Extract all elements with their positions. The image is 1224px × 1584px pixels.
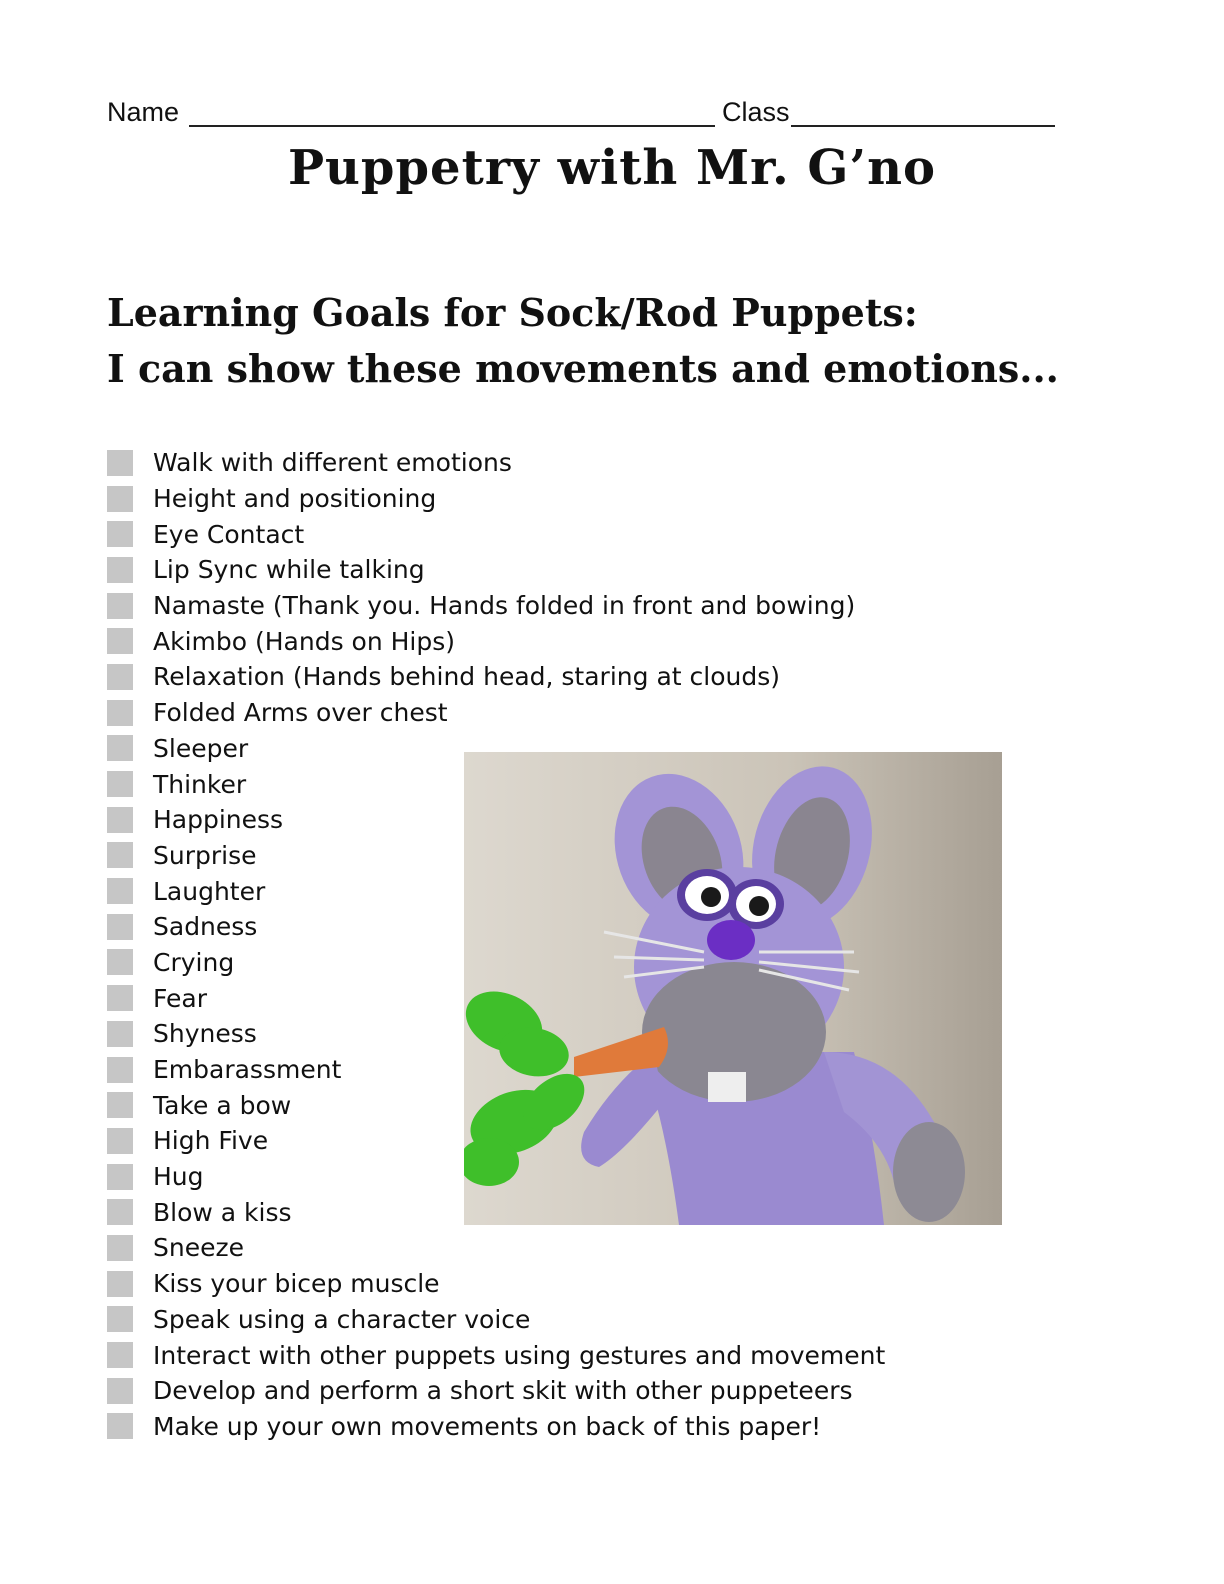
checkbox[interactable] (107, 735, 133, 761)
learning-goals-heading (107, 285, 1059, 397)
checkbox[interactable] (107, 914, 133, 940)
checklist-item-label: Lip Sync while talking (153, 555, 425, 585)
checklist-item-label: Develop and perform a short skit with other puppeteers (153, 1376, 853, 1406)
checkbox[interactable] (107, 450, 133, 476)
checklist-item-label: Take a bow (153, 1090, 292, 1120)
checklist-item-label: Fear (153, 983, 207, 1013)
name-class-row (107, 95, 1057, 131)
checklist-item (107, 588, 885, 624)
goals-heading-line2: I can show these movements and emotions... (107, 346, 1059, 391)
checklist-item-label: Happiness (153, 805, 284, 835)
checkbox[interactable] (107, 1413, 133, 1439)
checklist-item-label: Laughter (153, 876, 266, 906)
checklist-item-label: Walk with different emotions (153, 448, 512, 478)
checkbox[interactable] (107, 842, 133, 868)
checkbox[interactable] (107, 1092, 133, 1118)
checkbox[interactable] (107, 1164, 133, 1190)
name-label: Name (107, 97, 180, 127)
checklist-item (107, 445, 885, 481)
goals-heading-line1: Learning Goals for Sock/Rod Puppets: (107, 290, 918, 335)
checkbox[interactable] (107, 1306, 133, 1332)
checklist-item-label: Crying (153, 947, 235, 977)
checklist-item-label: Blow a kiss (153, 1197, 292, 1227)
puppet-photo (464, 752, 1002, 1225)
checkbox[interactable] (107, 878, 133, 904)
checkbox[interactable] (107, 1378, 133, 1404)
checklist-item (107, 1230, 885, 1266)
checklist-item-label: Make up your own movements on back of this paper! (153, 1411, 822, 1441)
checklist-item (107, 552, 885, 588)
checklist-item (107, 1373, 885, 1409)
checkbox[interactable] (107, 486, 133, 512)
checklist-item (107, 1302, 885, 1338)
checkbox[interactable] (107, 1271, 133, 1297)
checklist-item (107, 1337, 885, 1373)
checklist-item-label: Hug (153, 1162, 204, 1192)
checklist-item-label: Kiss your bicep muscle (153, 1269, 440, 1299)
checkbox[interactable] (107, 807, 133, 833)
checklist-item (107, 1266, 885, 1302)
checklist-item (107, 516, 885, 552)
checkbox[interactable] (107, 949, 133, 975)
checklist-item-label: Interact with other puppets using gestures and movement (153, 1340, 886, 1370)
page-title: Puppetry with Mr. G’no (287, 140, 937, 196)
checkbox[interactable] (107, 593, 133, 619)
checklist-item (107, 481, 885, 517)
checkbox[interactable] (107, 700, 133, 726)
checklist-item (107, 623, 885, 659)
class-label: Class (722, 97, 790, 127)
checkbox[interactable] (107, 557, 133, 583)
checkbox[interactable] (107, 628, 133, 654)
checklist-item-label: Folded Arms over chest (153, 698, 448, 728)
checkbox[interactable] (107, 771, 133, 797)
checkbox[interactable] (107, 1235, 133, 1261)
checkbox[interactable] (107, 1128, 133, 1154)
checklist-item-label: Sneeze (153, 1233, 244, 1263)
checkbox[interactable] (107, 985, 133, 1011)
checklist-item (107, 695, 885, 731)
checklist-item (107, 1409, 885, 1445)
checklist-item-label: High Five (153, 1126, 269, 1156)
checklist-item-label: Thinker (153, 769, 247, 799)
checklist-item-label: Sadness (153, 912, 258, 942)
checkbox[interactable] (107, 1342, 133, 1368)
checklist-item-label: Surprise (153, 840, 257, 870)
checkbox[interactable] (107, 521, 133, 547)
checkbox[interactable] (107, 1199, 133, 1225)
checklist-item-label: Shyness (153, 1019, 257, 1049)
checklist-item (107, 659, 885, 695)
checkbox[interactable] (107, 1021, 133, 1047)
checklist-item-label: Namaste (Thank you. Hands folded in front and bowing) (153, 591, 856, 621)
checklist-item-label: Height and positioning (153, 484, 437, 514)
checklist-item-label: Relaxation (Hands behind head, staring at clouds) (153, 662, 780, 692)
name-blank-line (189, 125, 715, 127)
checklist-item-label: Eye Contact (153, 519, 305, 549)
checklist-item-label: Akimbo (Hands on Hips) (153, 626, 456, 656)
checkbox[interactable] (107, 1057, 133, 1083)
checklist-item-label: Embarassment (153, 1055, 342, 1085)
checkbox[interactable] (107, 664, 133, 690)
checklist-item-label: Speak using a character voice (153, 1304, 531, 1334)
class-blank-line (791, 125, 1055, 127)
rabbit-puppet-illustration (464, 752, 1002, 1225)
checklist-item-label: Sleeper (153, 733, 249, 763)
